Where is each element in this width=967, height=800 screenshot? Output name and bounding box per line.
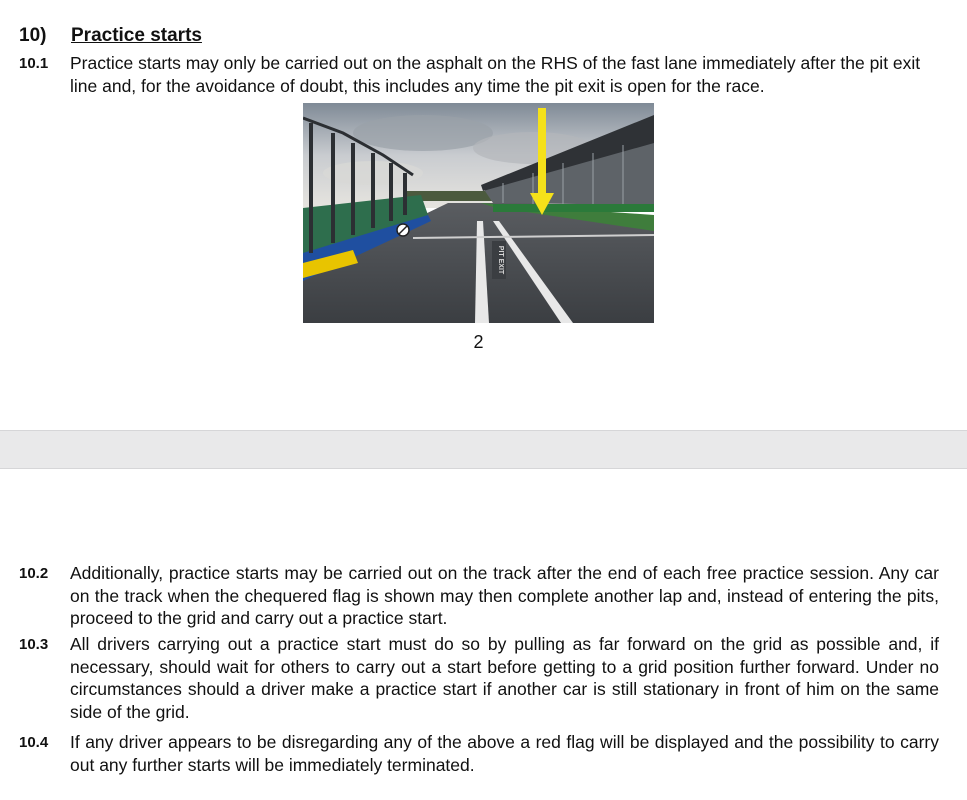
- clause-number: 10.1: [19, 55, 49, 72]
- document-page-bottom: [0, 469, 967, 800]
- clause-number: 10.4: [19, 734, 49, 751]
- section-heading: [19, 25, 202, 47]
- clause-number: 10.3: [19, 636, 49, 653]
- clause-number: 10.2: [19, 565, 49, 582]
- clause-10-3: [19, 633, 939, 723]
- pit-exit-photo: [303, 103, 654, 323]
- page-gap: [0, 430, 967, 469]
- figure-caption: 2: [473, 332, 484, 352]
- clause-10-4: [19, 731, 939, 776]
- section-number: 10): [19, 25, 47, 46]
- clause-text: If any driver appears to be disregarding any of the above a red flag will be displayed and the possibility to carry out any further starts will be immediately terminated.: [70, 732, 939, 775]
- clause-text: Additionally, practice starts may be carried out on the track after the end of each free practice session. Any car on the track when the chequered flag is shown may then complete another lap and, instead of entering the pits, proceed to the grid and carry out a practice start.: [70, 563, 939, 628]
- clause-text: Practice starts may only be carried out on the asphalt on the RHS of the fast lane immediately after the pit exit line and, for the avoidance of doubt, this includes any time the pit exit is open for the race.: [70, 53, 921, 96]
- clause-text: All drivers carrying out a practice start must do so by pulling as far forward on the grid as possible and, if necessary, should wait for others to carry out a start before getting to a grid position further forward. Under no circumstances should a driver make a practice start if another car is still stationary in front of him on the same side of the grid.: [70, 634, 939, 722]
- clause-10-1: [19, 52, 939, 97]
- clause-10-2: [19, 562, 939, 630]
- svg-text:PIT EXIT: PIT EXIT: [497, 245, 504, 275]
- section-title: Practice starts: [71, 25, 202, 46]
